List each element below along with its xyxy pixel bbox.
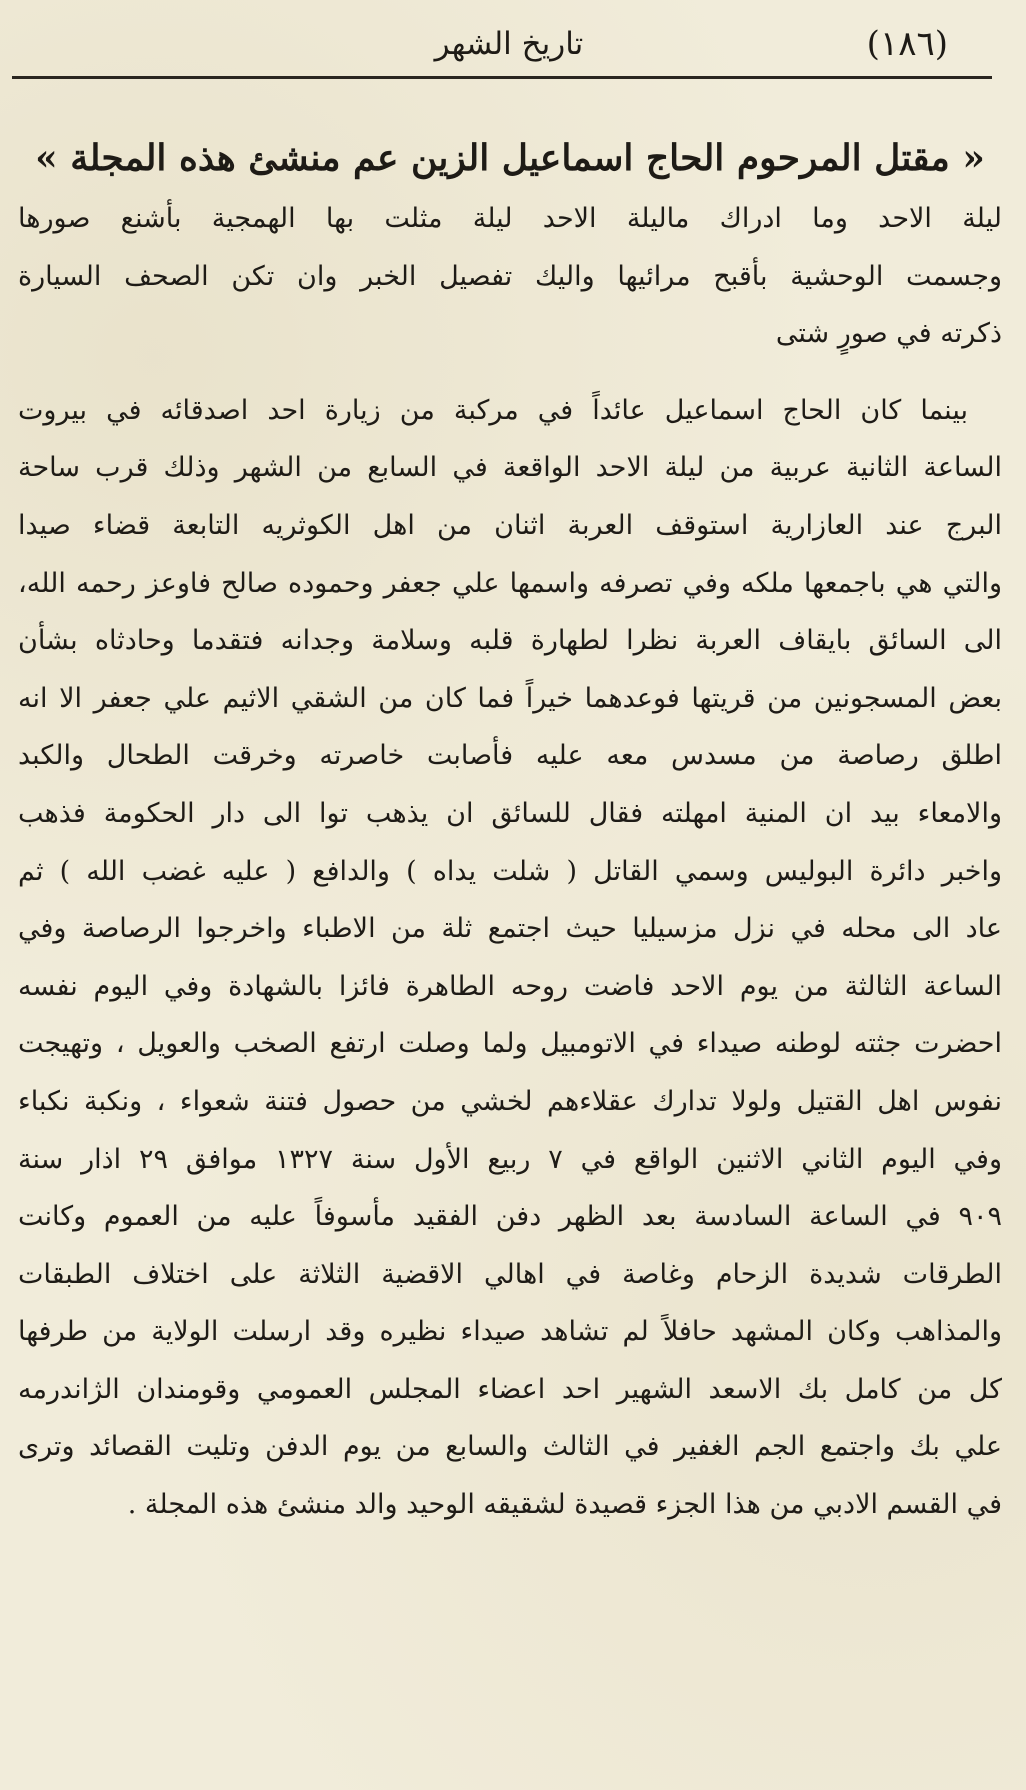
article xyxy=(12,130,1006,1534)
text-line: الطرقات شديدة الزحام وغاصة في اهالي الاقضية الثلاثة على اختلاف الطبقات xyxy=(18,1258,1002,1290)
running-title: تاريخ الشهر xyxy=(434,26,584,62)
page-header xyxy=(12,0,1006,78)
text-line: احضرت جثته لوطنه صيداء في الاتومبيل ولما وصلت ارتفع الصخب والعويل ، وتهيجت xyxy=(18,1028,1002,1060)
text-line: بينما كان الحاج اسماعيل عائداً في مركبة من زيارة احد اصدقائه في بيروت xyxy=(18,394,968,426)
text-line: الساعة الثانية عربية من ليلة الاحد الواقعة في السابع من الشهر وذلك قرب ساحة xyxy=(18,452,1002,484)
text-line: والتي هي باجمعها ملكه وفي تصرفه واسمها علي جعفر وحموده صالح فاوعز رحمه الله، xyxy=(18,567,1002,599)
text-line: كل من كامل بك الاسعد الشهير احد اعضاء المجلس العمومي وقومندان الژاندرمه xyxy=(18,1373,1002,1405)
text-line: البرج عند العازارية استوقف العربة اثنان من اهل الكوثريه التابعة قضاء صيدا xyxy=(18,509,1002,541)
text-line: ليلة الاحد وما ادراك ماليلة الاحد ليلة مثلت بها الهمجية بأشنع صورها xyxy=(18,203,1002,234)
article-title: « مقتل المرحوم الحاج اسماعيل الزين عم منشئ هذه المجلة » xyxy=(35,137,985,179)
text-line: وجسمت الوحشية بأقبح مرائيها واليك تفصيل الخبر وان تكن الصحف السيارة xyxy=(18,260,1002,292)
body-paragraph xyxy=(18,382,1002,1534)
text-line: علي بك واجتمع الجم الغفير في الثالث والسابع من يوم الدفن وتليت القصائد وترى xyxy=(18,1431,1002,1463)
text-line: نفوس اهل القتيل ولولا تدارك عقلاءهم لخشي من حصول فتنة شعواء ، ونكبة نكباء xyxy=(18,1085,1002,1117)
text-line: في القسم الادبي من هذا الجزء قصيدة لشقيقه الوحيد والد منشئ هذه المجلة . xyxy=(127,1489,1002,1521)
text-line: عاد الى محله في نزل مزسيليا حيث اجتمع ثلة من الاطباء واخرجوا الرصاصة وفي xyxy=(18,913,1002,945)
text-line: والمذاهب وكان المشهد حافلاً لم تشاهد صيداء نظيره وقد ارسلت الولاية من طرفها xyxy=(18,1316,1002,1348)
text-line: بعض المسجونين من قريتها فوعدهما خيراً فما كان من الشقي الاثيم علي جعفر الا انه xyxy=(18,682,1002,714)
text-line: اطلق رصاصة من مسدس معه عليه فأصابت خاصرته وخرقت الطحال والكبد xyxy=(18,740,1002,772)
text-line: ذكرته في صورٍ شتى xyxy=(775,318,1002,350)
text-line: واخبر دائرة البوليس وسمي القاتل ( شلت يداه ) والدافع ( عليه غضب الله ) ثم xyxy=(18,855,1002,887)
page-number: (١٨٦) xyxy=(866,24,948,64)
text-line: الى السائق بايقاف العربة نظرا لطهارة قلبه وسلامة وجدانه فتقدما وحادثاه بشأن xyxy=(18,625,1002,657)
text-line: والامعاء بيد ان المنية امهلته فقال للسائق ان يذهب توا الى دار الحكومة فذهب xyxy=(18,797,1002,829)
text-line: ٩٠٩ في الساعة السادسة بعد الظهر دفن الفقيد مأسوفاً عليه من العموم وكانت xyxy=(18,1201,1002,1233)
header-rule xyxy=(12,76,992,79)
intro-paragraph xyxy=(18,190,1002,363)
text-line: الساعة الثالثة من يوم الاحد فاضت روحه الطاهرة فائزا بالشهادة وفي اليوم نفسه xyxy=(18,970,1002,1002)
text-line: وفي اليوم الثاني الاثنين الواقع في ٧ ربيع الأول سنة ١٣٢٧ موافق ٢٩ اذار سنة xyxy=(18,1143,1002,1175)
